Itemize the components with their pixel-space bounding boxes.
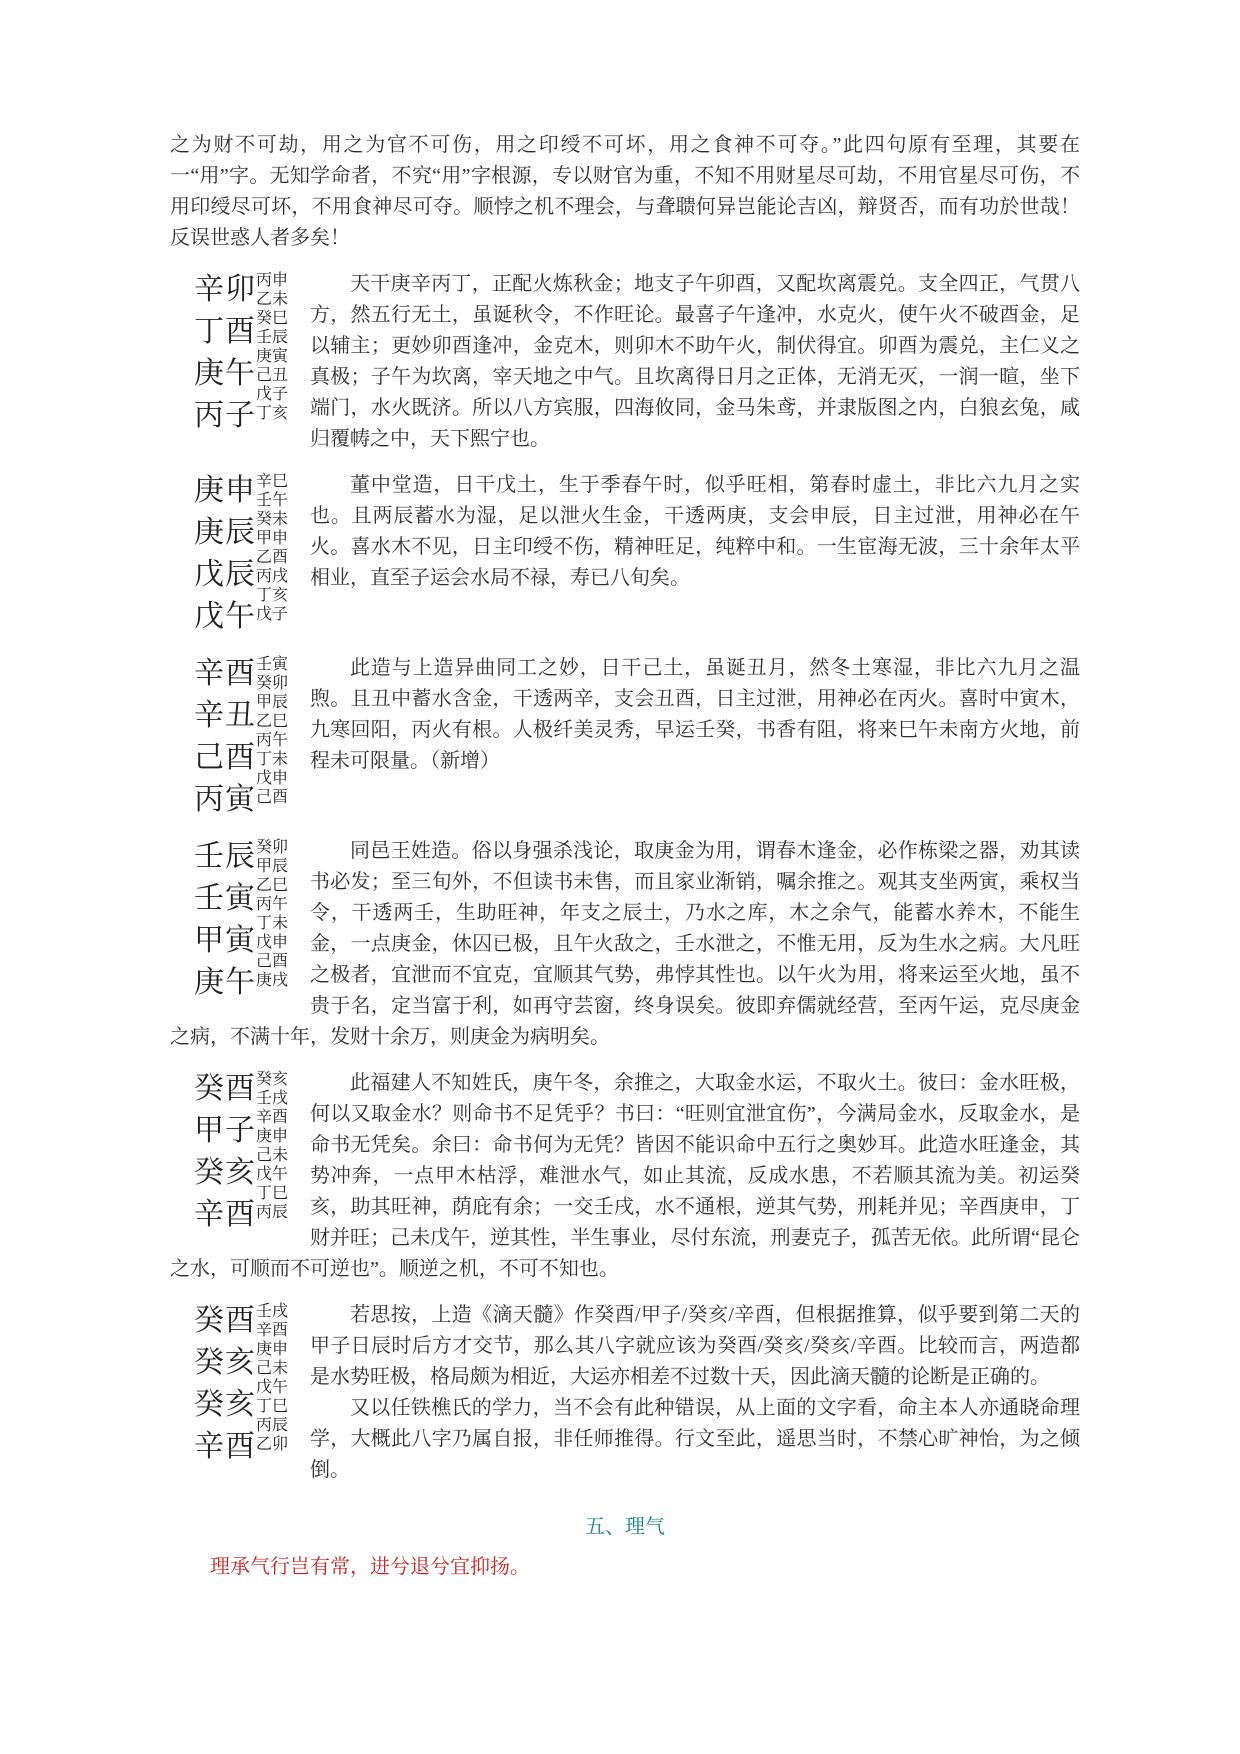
- luck-pillar: 丁巳: [256, 1398, 289, 1415]
- case-commentary-4: 同邑王姓造。俗以身强杀浅论，取庚金为用，谓春木逢金，必作栋梁之器，劝其读书必发；至三旬外，不但读书未售，而且家业渐销，嘱余推之。观其支坐两寅，乘权当令，干透两壬，生助旺神，年支之辰土，乃水之库，木之余气，能蓄水养木，不能生金，一点庚金，休囚已极，且午火敌之，壬水泄之，不惟无用，反为生水之病。大凡旺之极者，宜泄而不宜克，宜顺其气势，弗悖其性也。以午火为用，将来运至火地，虽不贵于名，定当富于利，如再守芸窗，终身误矣。彼即弃儒就经营，至丙午运，克尽庚金之病，不满十年，发财十余万，则庚金为病明矣。: [170, 840, 1080, 1048]
- luck-pillar: 丁未: [256, 915, 289, 932]
- luck-pillar: 己酉: [256, 789, 289, 806]
- pillar-year: 癸酉: [194, 1072, 256, 1105]
- pillar-month: 壬寅: [194, 882, 256, 915]
- case-commentary-6a: 若思按，上造《滴天髓》作癸酉/甲子/癸亥/辛酉，但根据推算，似乎要到第二天的甲子日辰时后方才交节，那么其八字就应该为癸酉/癸亥/癸亥/辛酉。比较而言，两造都是水势旺极，格局颇为相近，大运亦相差不过数十天，因此滴天髓的论断是正确的。: [310, 1304, 1080, 1388]
- luck-pillar: 癸亥: [256, 1071, 289, 1088]
- luck-pillar: 庚寅: [256, 348, 289, 365]
- case-commentary-2: 董中堂造，日干戊土，生于季春午时，似乎旺相，第春时虚土，非比六九月之实也。且两辰蓄水为湿，足以泄火生金，干透两庚，支会申辰，日主过泄，用神必在午火。喜水木不见，日主印绶不伤，精神旺足，纯粹中和。一生宦海无波，三十余年太平相业，直至子运会水局不禄，寿已八旬矣。: [310, 474, 1080, 589]
- case-section-1: [170, 269, 1080, 455]
- luck-pillar: 丙辰: [256, 1204, 289, 1221]
- case-section-2: [170, 470, 1080, 638]
- luck-pillar: 甲辰: [256, 694, 289, 711]
- pillar-hour: 辛酉: [194, 1430, 256, 1463]
- pillar-month: 庚辰: [194, 516, 256, 549]
- luck-pillar: 丙戌: [256, 568, 289, 585]
- section-heading: 五、理气: [585, 1516, 665, 1538]
- luck-pillar: 丙辰: [256, 1417, 289, 1434]
- case-section-4: [170, 836, 1080, 1053]
- pillar-day: 庚午: [194, 357, 256, 390]
- pillar-year: 壬辰: [194, 840, 256, 873]
- bazi-pillars-4: [170, 836, 310, 1004]
- intro-paragraph: 之为财不可劫，用之为官不可伤，用之印绶不可坏，用之食神不可夺。”此四句原有至理，其要在一“用”字。无知学命者，不究“用”字根源，专以财官为重，不知不用财星尽可劫，不用官星尽可伤，不用印绶尽可坏，不用食神尽可夺。顺悖之机不理会，与聋聩何异岂能论吉凶，辩贤否，而有功於世哉！反误世惑人者多矣！: [170, 134, 1080, 249]
- luck-pillar: 庚申: [256, 1128, 289, 1145]
- luck-pillar: 壬戌: [256, 1303, 289, 1320]
- luck-pillar: 戊申: [256, 934, 289, 951]
- luck-pillars-column: [256, 1300, 300, 1454]
- luck-pillar: 壬戌: [256, 1090, 289, 1107]
- luck-pillar: 壬寅: [256, 656, 289, 673]
- pillar-month: 辛丑: [194, 699, 256, 732]
- four-pillars-column: [170, 269, 256, 437]
- luck-pillar: 癸未: [256, 511, 289, 528]
- bazi-pillars-3: [170, 653, 310, 821]
- case-section-5: [170, 1068, 1080, 1285]
- luck-pillar: 戊子: [256, 386, 289, 403]
- bazi-pillars-5: [170, 1068, 310, 1236]
- luck-pillar: 乙酉: [256, 549, 289, 566]
- luck-pillar: 辛酉: [256, 1109, 289, 1126]
- pillar-month: 癸亥: [194, 1346, 256, 1379]
- pillar-day: 己酉: [194, 741, 256, 774]
- luck-pillar: 己未: [256, 1147, 289, 1164]
- luck-pillar: 庚申: [256, 1341, 289, 1358]
- case-commentary-6b: 又以任铁樵氏的学力，当不会有此种错误，从上面的文字看，命主本人亦通晓命理学，大概此八字乃属自报，非任师推得。行文至此，遥思当时，不禁心旷神怡，为之倾倒。: [310, 1397, 1080, 1481]
- luck-pillars-column: [256, 1068, 300, 1222]
- luck-pillar: 乙卯: [256, 1436, 289, 1453]
- luck-pillar: 戊子: [256, 606, 289, 623]
- four-pillars-column: [170, 470, 256, 638]
- pillar-day: 甲寅: [194, 924, 256, 957]
- luck-pillar: 乙巳: [256, 713, 289, 730]
- four-pillars-column: [170, 1068, 256, 1236]
- case-commentary-3: 此造与上造异曲同工之妙，日干己土，虽诞丑月，然冬土寒湿，非比六九月之温煦。且丑中蓄水含金，干透两辛，支会丑酉，日主过泄，用神必在丙火。喜时中寅木，九寒回阳，丙火有根。人极纤美灵秀，早运壬癸，书香有阻，将来巳午未南方火地，前程未可限量。（新增）: [310, 657, 1080, 772]
- bazi-pillars-2: [170, 470, 310, 638]
- luck-pillar: 乙未: [256, 291, 289, 308]
- luck-pillars-column: [256, 470, 300, 624]
- pillar-day: 癸亥: [194, 1388, 256, 1421]
- luck-pillar: 甲申: [256, 530, 289, 547]
- pillar-year: 辛卯: [194, 273, 256, 306]
- luck-pillar: 乙巳: [256, 877, 289, 894]
- luck-pillar: 己丑: [256, 367, 289, 384]
- luck-pillar: 丁亥: [256, 405, 289, 422]
- four-pillars-column: [170, 1300, 256, 1468]
- case-commentary-1: 天干庚辛丙丁，正配火炼秋金；地支子午卯酉，又配坎离震兑。支全四正，气贯八方，然五行无土，虽诞秋令，不作旺论。最喜子午逢冲，水克火，使午火不破酉金，足以辅主；更妙卯酉逢冲，金克木，则卯木不助午火，制伏得宜。卯酉为震兑，主仁义之真极；子午为坎离，宰天地之中气。且坎离得日月之正体，无消无灭，一润一暄，坐下端门，水火既济。所以八方宾服，四海攸同，金马朱鸢，并隶版图之内，白狼玄兔，咸归覆帱之中，天下熙宁也。: [310, 273, 1080, 450]
- pillar-day: 癸亥: [194, 1156, 256, 1189]
- luck-pillar: 戊午: [256, 1379, 289, 1396]
- luck-pillar: 丙午: [256, 896, 289, 913]
- luck-pillar: 丁巳: [256, 1185, 289, 1202]
- luck-pillar: 癸卯: [256, 675, 289, 692]
- pillar-year: 癸酉: [194, 1304, 256, 1337]
- pillar-hour: 庚午: [194, 966, 256, 999]
- luck-pillar: 丁未: [256, 751, 289, 768]
- luck-pillar: 庚戌: [256, 972, 289, 989]
- case-commentary-5: 此福建人不知姓氏，庚午冬，余推之，大取金水运，不取火土。彼曰：金水旺极，何以又取金水？则命书不足凭乎？书曰：“旺则宜泄宜伤”，今满局金水，反取金水，是命书无凭矣。余曰：命书何为无凭？皆因不能识命中五行之奥妙耳。此造水旺逢金，其势冲奔，一点甲木枯浮，难泄水气，如止其流，反成水患，不若顺其流为美。初运癸亥，助其旺神，荫庇有余；一交壬戌，水不通根，逆其气势，刑耗并见；辛酉庚申，丁财并旺；己未戊午，逆其性，半生事业，尽付东流，刑妻克子，孤苦无依。此所谓“昆仑之水，可顺而不可逆也”。顺逆之机，不可不知也。: [170, 1072, 1080, 1280]
- luck-pillar: 戊申: [256, 770, 289, 787]
- luck-pillars-column: [256, 836, 300, 990]
- pillar-month: 甲子: [194, 1114, 256, 1147]
- luck-pillar: 甲辰: [256, 858, 289, 875]
- pillar-year: 辛酉: [194, 657, 256, 690]
- luck-pillar: 壬午: [256, 492, 289, 509]
- classic-quote-red: 理承气行岂有常，进兮退兮宜抑扬。: [210, 1556, 530, 1578]
- pillar-year: 庚申: [194, 474, 256, 507]
- luck-pillar: 辛巳: [256, 473, 289, 490]
- four-pillars-column: [170, 653, 256, 821]
- luck-pillar: 癸巳: [256, 310, 289, 327]
- luck-pillar: 壬辰: [256, 329, 289, 346]
- case-section-6: [170, 1300, 1080, 1486]
- four-pillars-column: [170, 836, 256, 1004]
- luck-pillar: 丁亥: [256, 587, 289, 604]
- luck-pillars-column: [256, 653, 300, 807]
- pillar-day: 戊辰: [194, 558, 256, 591]
- pillar-hour: 丙寅: [194, 783, 256, 816]
- bazi-pillars-1: [170, 269, 310, 437]
- luck-pillar: 戊午: [256, 1166, 289, 1183]
- luck-pillar: 丙午: [256, 732, 289, 749]
- pillar-hour: 戊午: [194, 600, 256, 633]
- luck-pillars-column: [256, 269, 300, 423]
- pillar-month: 丁酉: [194, 315, 256, 348]
- case-section-3: [170, 653, 1080, 821]
- luck-pillar: 丙申: [256, 272, 289, 289]
- luck-pillar: 己酉: [256, 953, 289, 970]
- luck-pillar: 辛酉: [256, 1322, 289, 1339]
- luck-pillar: 癸卯: [256, 839, 289, 856]
- luck-pillar: 己未: [256, 1360, 289, 1377]
- pillar-hour: 辛酉: [194, 1198, 256, 1231]
- pillar-hour: 丙子: [194, 399, 256, 432]
- bazi-pillars-6: [170, 1300, 310, 1468]
